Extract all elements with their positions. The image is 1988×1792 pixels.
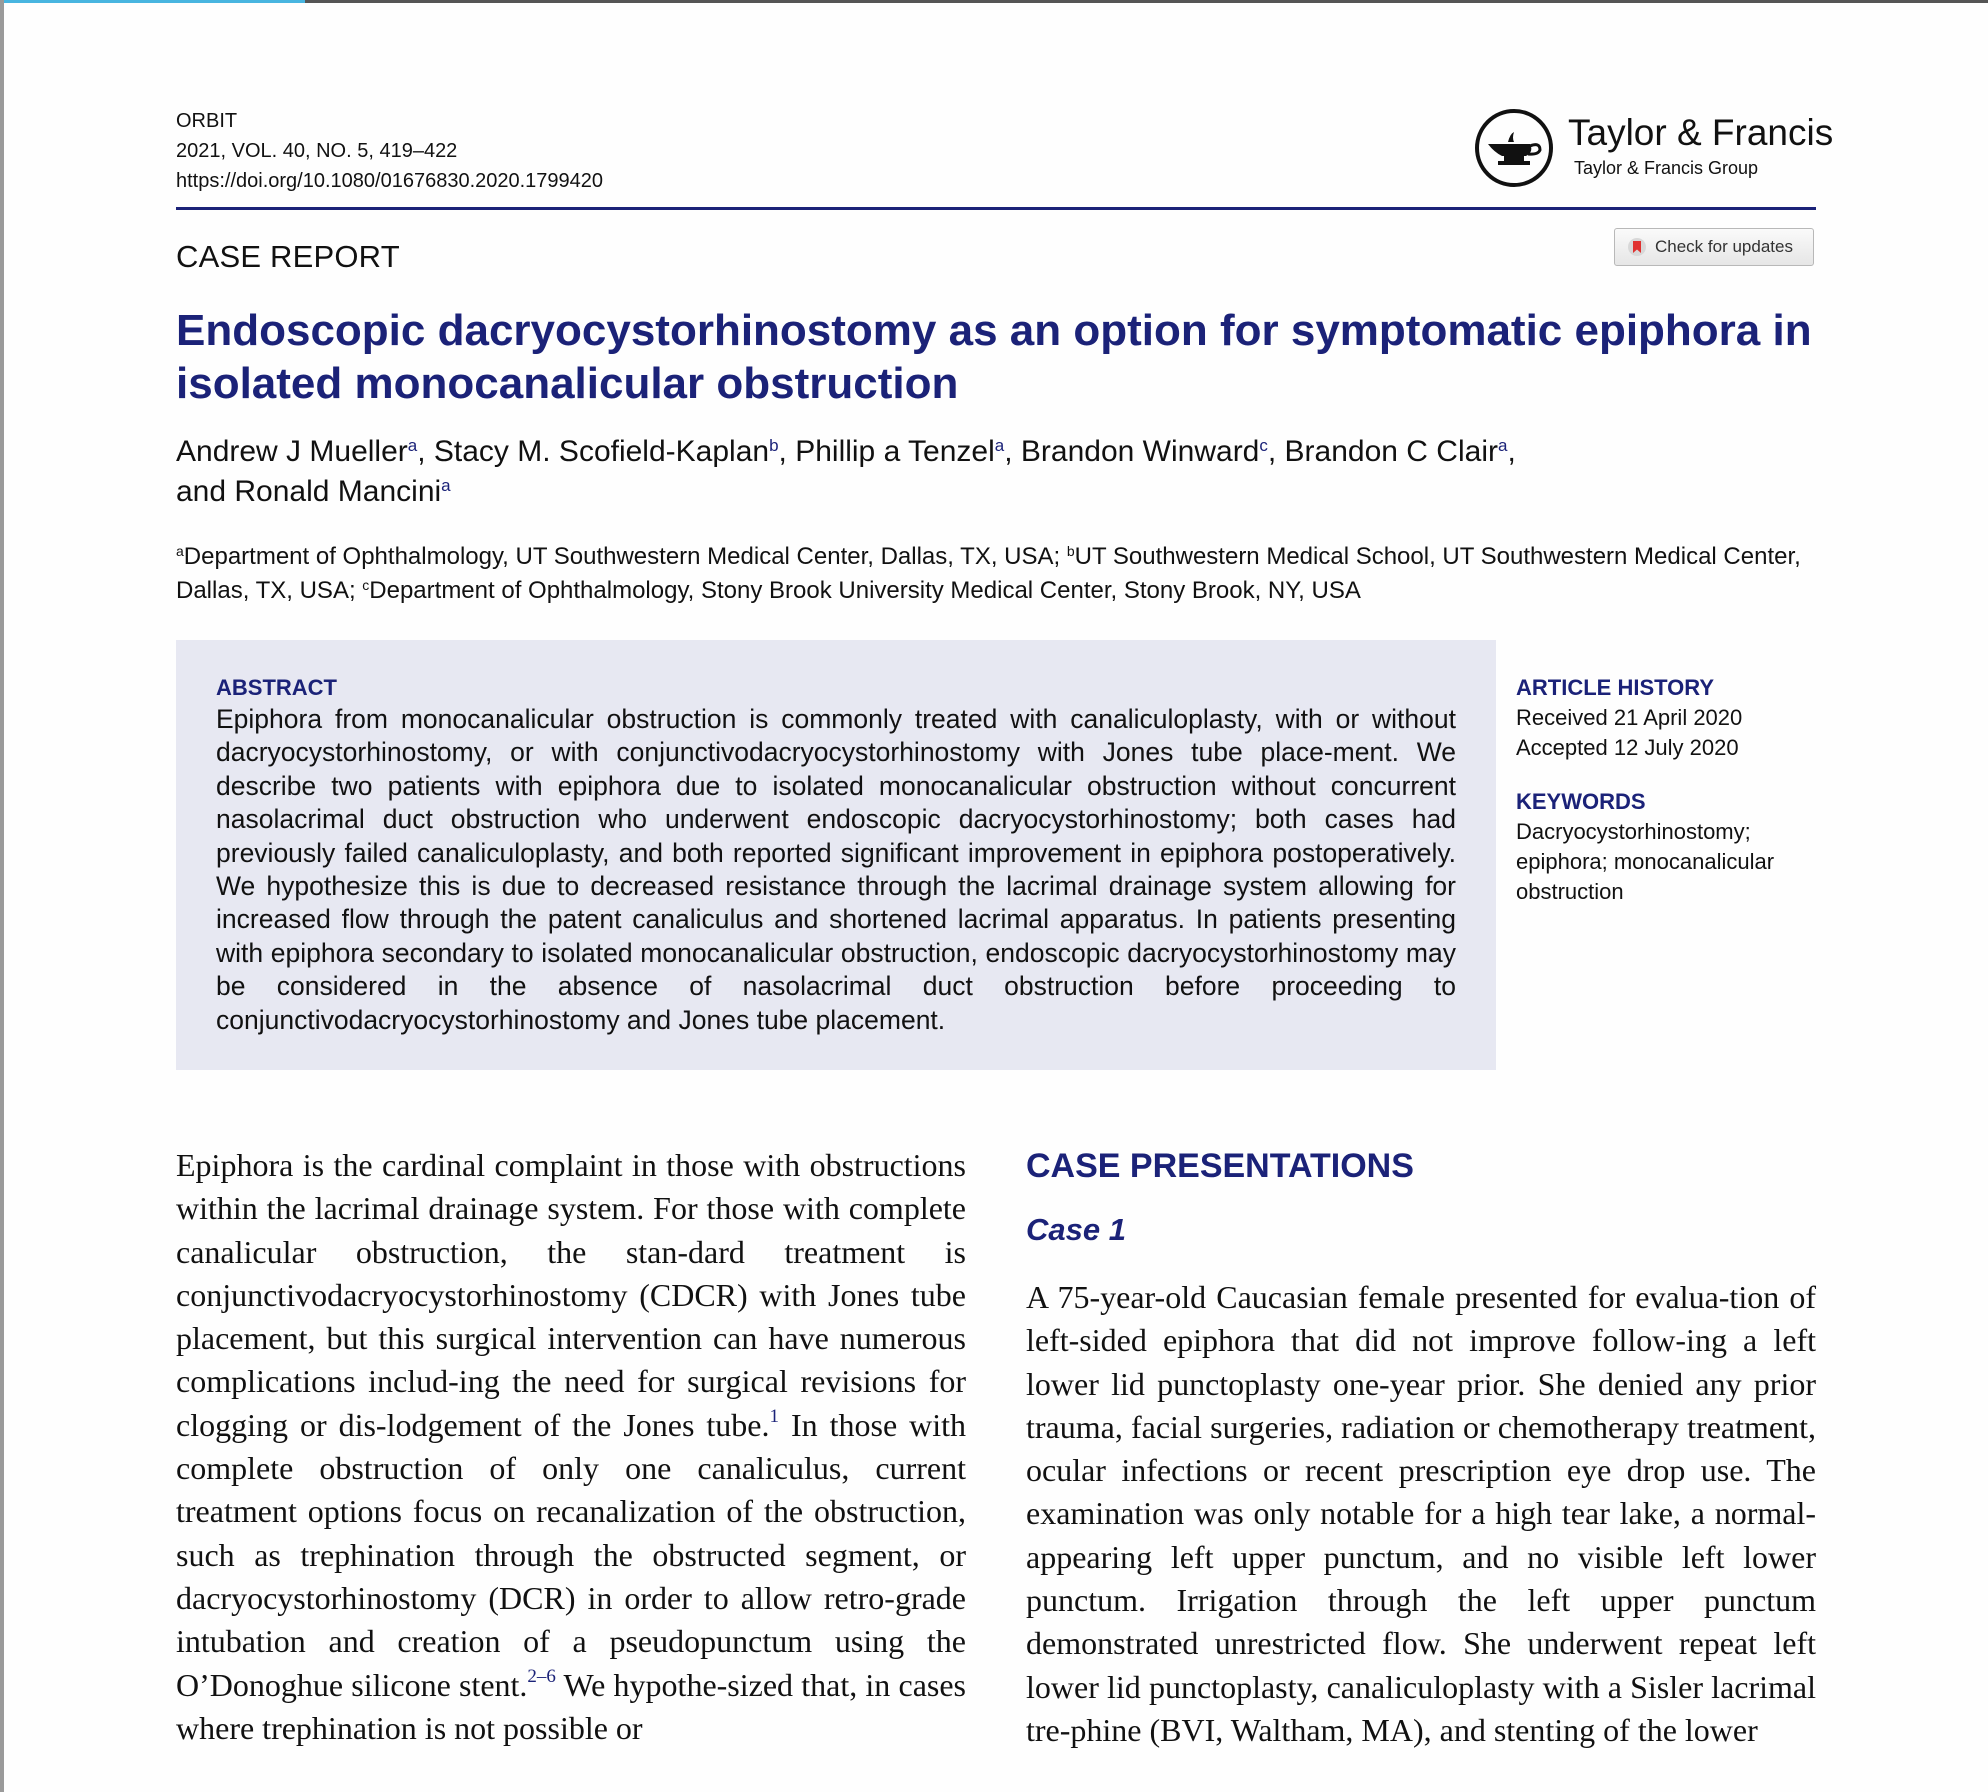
viewer-progress-indicator: [0, 0, 305, 3]
section-heading: CASE PRESENTATIONS: [1026, 1147, 1414, 1185]
author-name[interactable]: Brandon C Clair: [1284, 435, 1498, 468]
publisher-lamp-icon: [1474, 108, 1554, 188]
author-affiliation-mark: c: [1259, 436, 1268, 455]
citation-link[interactable]: 1: [769, 1405, 779, 1427]
check-for-updates-label: Check for updates: [1655, 237, 1793, 256]
header-rule: [176, 207, 1816, 210]
body-text-right-column: A 75-year-old Caucasian female presented for evalua-tion of left-sided epiphora that did not improve follow-ing a left lower lid punctoplasty one-year prior. She denied any prior trauma, facial surgeries, radiation or chemotherapy treatment, ocular infections or recent prescription eye drop use. The examination was only notable for a high tear lake, a normal-appearing left upper punctum, and no visible left lower punctum. Irrigation through the left upper punctum demonstrated unrestricted flow. She underwent repeat left lower lid punctoplasty, canaliculoplasty with a Sisler lacrimal tre-phine (BVI, Waltham, MA), and stenting of the lower: [1026, 1279, 1816, 1748]
affiliation-text: Department of Ophthalmology, UT Southwestern Medical Center, Dallas, TX, USA;: [183, 543, 1067, 570]
affiliation-mark: a: [176, 543, 184, 559]
author-affiliation-mark: a: [441, 476, 451, 495]
journal-volume: 2021, VOL. 40, NO. 5, 419–422: [176, 140, 458, 162]
article-type: CASE REPORT: [176, 239, 400, 274]
journal-name: ORBIT: [176, 110, 238, 132]
received-date: Received 21 April 2020: [1516, 705, 1743, 730]
journal-doi-link[interactable]: https://doi.org/10.1080/01676830.2020.1799420: [176, 170, 604, 192]
author-list: Andrew J Mueller$^a$, Stacy M. Scofield-Kaplan$^b$, Phillip a Tenzel$^a$, Brandon Winward$^c$, Brandon C Clair$^a$, and Ronald Mancini$^a$: [176, 435, 1516, 508]
bookmark-icon: [1627, 237, 1647, 257]
author-affiliation-mark: b: [769, 436, 779, 455]
keyword-line: epiphora; monocanalicular: [1516, 849, 1775, 874]
author-affiliation-mark: a: [407, 436, 418, 455]
author-name[interactable]: Brandon Winward: [1020, 435, 1260, 468]
publisher-group: Taylor & Francis Group: [1574, 158, 1759, 178]
body-text-left-column: [176, 1144, 966, 1750]
body-paragraph-segment: In those with complete obstruction of only one canaliculus, current treatment options focus on recanalization of the obstruction, such as trephination through the obstructed segment, or dacryocystorhinostomy (DCR) in order to allow retro-grade intubation and creation of a pseudopunctum using the O’Donoghue silicone stent.: [176, 1406, 967, 1703]
viewer-top-bar: [0, 0, 1988, 3]
citation-link[interactable]: 2–6: [527, 1665, 556, 1687]
publisher-name: Taylor & Francis: [1568, 112, 1834, 153]
author-name[interactable]: Stacy M. Scofield-Kaplan: [433, 435, 770, 468]
keywords-heading: KEYWORDS: [1516, 789, 1646, 814]
journal-info: [176, 106, 603, 196]
affiliations: [176, 540, 1836, 608]
author-affiliation-mark: a: [1497, 436, 1508, 455]
author-name[interactable]: Phillip a Tenzel: [795, 435, 995, 468]
check-for-updates-button[interactable]: [1614, 228, 1814, 266]
affiliation-mark: b: [1066, 543, 1075, 559]
abstract-text: Epiphora from monocanalicular obstruction is commonly treated with canaliculoplasty, with or without dacryocystorhinostomy, or with conjunctivodacryocystorhinostomy with Jones tube place-ment. We describe two patients with epiphora due to isolated monocanalicular obstruction without concurrent nasolacrimal duct obstruction who underwent endoscopic dacryocystorhinostomy; both cases had previously failed canaliculoplasty, and both reported significant improvement in epiphora postoperatively. We hypothesize this is due to decreased resistance through the lacrimal drainage system allowing for increased flow through the patent canaliculus and shortened lacrimal apparatus. In patients presenting with epiphora secondary to isolated monocanalicular obstruction, endoscopic dacryocystorhinostomy may be considered in the absence of nasolacrimal duct obstruction before proceeding to conjunctivodacryocystorhinostomy and Jones tube placement.: [216, 704, 1456, 1035]
article-title: Endoscopic dacryocystorhinostomy as an option for symptomatic epiphora in isolated monocanalicular obstruction: [176, 306, 1812, 408]
author-affiliation-mark: a: [994, 436, 1005, 455]
keyword-line: obstruction: [1516, 879, 1624, 904]
keyword-line: Dacryocystorhinostomy;: [1516, 819, 1751, 844]
affiliation-text: Department of Ophthalmology, Stony Brook University Medical Center, Stony Brook, NY, USA: [369, 577, 1361, 604]
affiliation-mark: c: [362, 577, 370, 593]
subsection-heading: Case 1: [1026, 1212, 1126, 1247]
author-name[interactable]: Andrew J Mueller: [176, 435, 408, 468]
publisher-logo-block[interactable]: [1474, 108, 1834, 188]
author-name[interactable]: Ronald Mancini: [234, 475, 442, 508]
affiliation-text: UT Southwestern Medical School, UT Southwestern Medical Center, Dallas, TX, USA;: [176, 543, 1801, 604]
viewer-left-border: [0, 0, 4, 1792]
accepted-date: Accepted 12 July 2020: [1516, 735, 1739, 760]
article-sidebar: [1516, 673, 1816, 907]
abstract-heading: ABSTRACT: [216, 675, 337, 700]
body-paragraph-segment: Epiphora is the cardinal complaint in those with obstructions within the lacrimal drainage system. For those with complete canalicular obstruction, the stan-dard treatment is conjunctivodacryocystorhinostomy (CDCR) with Jones tube placement, but this surgical intervention can have numerous complications includ-ing the need for surgical revisions for clogging or dis-lodgement of the Jones tube.: [176, 1147, 966, 1443]
body-paragraph-segment: We hypothe-sized that, in cases where trephination is not possible or: [176, 1666, 967, 1746]
article-history-heading: ARTICLE HISTORY: [1516, 675, 1715, 700]
